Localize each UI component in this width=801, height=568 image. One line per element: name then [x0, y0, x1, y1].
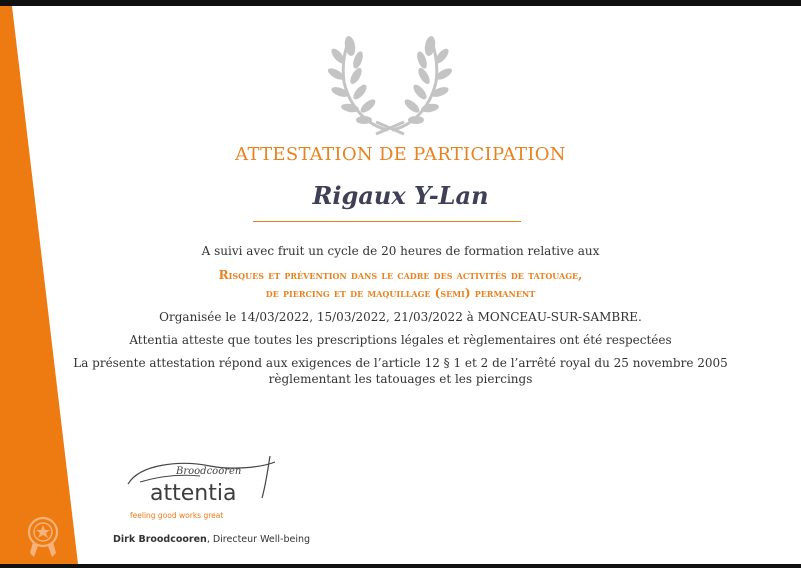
signer-credit — [113, 534, 310, 545]
viewer-bottom-edge — [0, 564, 801, 568]
attentia-logo: attentia — [150, 481, 237, 506]
legal-reference-line1: La présente attestation répond aux exigences de l’article 12 § 1 et 2 de l’arrêté royal du 25 novembre 2005 — [73, 356, 728, 370]
signer-role: , Directeur Well-being — [206, 534, 311, 545]
logo-tagline: feeling good works great — [130, 511, 224, 520]
star-badge-icon — [24, 516, 62, 558]
compliance-statement: Attentia atteste que toutes les prescriptions légales et règlementaires ont été respectées — [129, 333, 672, 347]
course-title-line1: Risques et prévention dans le cadre des activités de tatouage, — [218, 268, 583, 282]
session-dates: Organisée le 14/03/2022, 15/03/2022, 21/03/2022 à MONCEAU-SUR-SAMBRE. — [159, 310, 642, 324]
legal-reference-line2: règlementant les tatouages et les piercings — [268, 372, 533, 386]
course-title-line2: de piercing et de maquillage (semi) permanent — [265, 286, 536, 300]
name-divider — [253, 221, 521, 222]
signature-and-logo — [120, 454, 285, 524]
orange-side-stripe — [0, 6, 90, 564]
handwritten-signature: Broodcooren — [176, 466, 242, 477]
recipient-name: Rigaux Y-Lan — [312, 181, 489, 210]
certificate-title: ATTESTATION DE PARTICIPATION — [235, 144, 566, 165]
laurel-wreath-icon — [328, 34, 452, 136]
signer-name: Dirk Broodcooren — [113, 534, 207, 545]
intro-text: A suivi avec fruit un cycle de 20 heures de formation relative aux — [201, 244, 600, 258]
certificate-page — [0, 6, 801, 564]
